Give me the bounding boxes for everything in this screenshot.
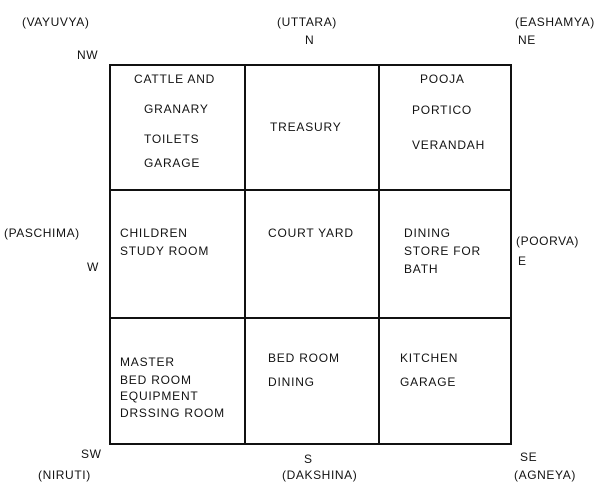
cell-northwest-line: GARAGE [144, 156, 201, 170]
cell-southwest-line: EQUIPMENT [120, 389, 199, 403]
cell-northwest-line: TOILETS [144, 132, 200, 146]
grid-divider-vertical-2 [378, 64, 380, 445]
cell-south-line: BED ROOM [268, 351, 340, 365]
direction-n-label: N [305, 33, 315, 47]
cell-northeast-line: POOJA [420, 72, 465, 86]
cell-west-line: STUDY ROOM [120, 244, 210, 258]
cell-east-line: STORE FOR [404, 244, 481, 258]
direction-uttara-label: (UTTARA) [277, 15, 337, 29]
direction-sw-label: SW [81, 447, 102, 461]
cell-northeast-line: PORTICO [412, 103, 473, 117]
direction-niruti-label: (NIRUTI) [38, 468, 91, 482]
direction-s-label: S [304, 452, 313, 466]
cell-east-line: BATH [404, 262, 439, 276]
direction-dakshina-label: (DAKSHINA) [282, 468, 358, 482]
grid-divider-vertical-1 [244, 64, 246, 445]
direction-vayuvya-label: (VAYUVYA) [22, 15, 90, 29]
cell-southwest-line: DRSSING ROOM [120, 406, 225, 420]
grid-divider-horizontal-1 [109, 189, 512, 191]
grid-divider-horizontal-2 [109, 317, 512, 319]
cell-southeast-line: KITCHEN [400, 351, 459, 365]
cell-northwest-line: GRANARY [144, 102, 209, 116]
cell-east-line: DINING [404, 226, 451, 240]
direction-eashamya-label: (EASHAMYA) [515, 15, 595, 29]
cell-northeast-line: VERANDAH [412, 138, 486, 152]
direction-agneya-label: (AGNEYA) [514, 468, 576, 482]
cell-southwest-line: MASTER [120, 355, 175, 369]
direction-paschima-label: (PASCHIMA) [4, 226, 80, 240]
direction-ne-label: NE [518, 33, 536, 47]
direction-e-label: E [518, 254, 527, 268]
direction-se-label: SE [520, 450, 538, 464]
cell-southeast-line: GARAGE [400, 375, 457, 389]
cell-north-line: TREASURY [270, 120, 342, 134]
cell-southwest-line: BED ROOM [120, 373, 192, 387]
cell-south-line: DINING [268, 375, 315, 389]
direction-w-label: W [87, 260, 99, 274]
direction-nw-label: NW [77, 48, 99, 62]
cell-northwest-line: CATTLE AND [134, 72, 216, 86]
cell-west-line: CHILDREN [120, 226, 188, 240]
cell-center-line: COURT YARD [268, 226, 354, 240]
direction-poorva-label: (POORVA) [516, 234, 580, 248]
